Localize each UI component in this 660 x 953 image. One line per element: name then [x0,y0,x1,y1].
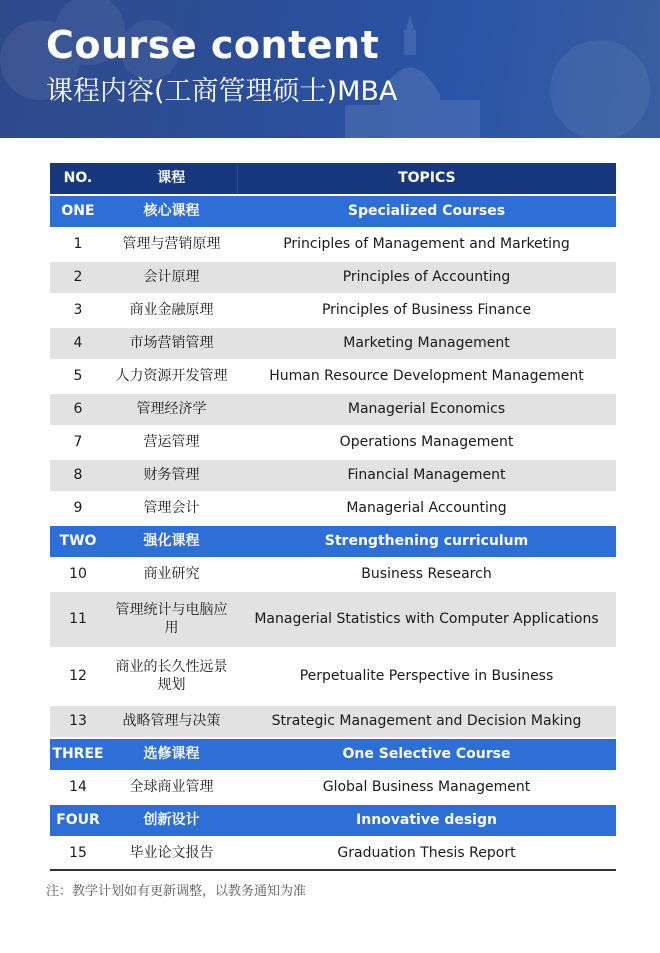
header-no: NO. [50,170,106,188]
table-row [50,592,616,649]
page-subtitle: 课程内容(工商管理硕士)MBA [46,76,398,107]
course-topic-en: Graduation Thesis Report [337,844,516,861]
row-number: 15 [69,844,87,861]
row-number: 9 [73,499,83,516]
row-number: 4 [73,334,83,351]
course-name-cn: 战略管理与决策 [122,712,221,729]
row-number: 5 [73,367,83,384]
course-topic-en: Managerial Economics [347,400,506,417]
course-name-cn: 财务管理 [143,466,200,483]
course-topic-en: Principles of Business Finance [321,301,532,318]
course-topic-en: Managerial Statistics with Computer Applications [254,610,599,627]
course-name-cn: 管理统计与电脑应用 [115,602,228,636]
course-name-cn: 商业金融原理 [129,301,214,318]
row-number: 3 [73,301,83,318]
table-row [50,427,616,460]
course-topic-en: One Selective Course [342,745,511,762]
course-topic-en: Principles of Management and Marketing [283,235,570,252]
row-number: 12 [69,667,87,684]
course-name-cn: 人力资源开发管理 [115,367,228,384]
table-row [50,493,616,526]
section-row [50,739,616,772]
course-name-cn: 市场营销管理 [129,334,214,351]
section-row [50,805,616,838]
table-row [50,295,616,328]
table-row [50,772,616,805]
row-number: 7 [73,433,83,450]
course-topic-en: Principles of Accounting [342,268,511,285]
course-name-cn: 管理会计 [143,499,200,516]
row-number: 2 [73,268,83,285]
course-topic-en: Financial Management [347,466,506,483]
table-row [50,262,616,295]
course-name-cn: 营运管理 [143,433,200,450]
row-number: 13 [69,712,87,729]
footnote: 注：教学计划如有更新调整，以教务通知为准 [46,884,307,899]
row-number: ONE [61,202,95,219]
course-topic-en: Innovative design [356,811,497,828]
course-name-cn: 核心课程 [143,202,200,219]
section-row [50,196,616,229]
table-row [50,394,616,427]
table-row [50,460,616,493]
course-name-cn: 商业的长久性远景规划 [115,659,228,693]
course-name-cn: 管理与营销原理 [122,235,221,252]
header-topics: TOPICS [237,163,616,194]
course-topic-en: Managerial Accounting [346,499,507,516]
row-number: TWO [59,532,97,549]
table-row [50,361,616,394]
course-name-cn: 强化课程 [143,532,200,549]
course-topic-en: Perpetualite Perspective in Business [299,667,554,684]
course-topic-en: Operations Management [339,433,514,450]
course-topic-en: Human Resource Development Management [269,367,584,384]
header-course-cn: 课程 [106,170,237,188]
course-name-cn: 毕业论文报告 [129,844,214,861]
course-name-cn: 全球商业管理 [129,778,214,795]
table-header-row [50,163,616,196]
table-row [50,838,616,871]
table-row [50,229,616,262]
course-name-cn: 管理经济学 [136,400,207,417]
course-topic-en: Strengthening curriculum [324,532,529,549]
course-topic-en: Strategic Management and Decision Making [271,712,582,729]
course-table [50,163,616,871]
course-topic-en: Specialized Courses [347,202,506,219]
row-number: 1 [73,235,83,252]
table-row [50,706,616,739]
row-number: 14 [69,778,87,795]
table-row [50,559,616,592]
header-banner [0,0,660,138]
course-name-cn: 商业研究 [143,565,200,582]
row-number: 8 [73,466,83,483]
page-title: Course content [46,23,380,67]
table-row [50,328,616,361]
building-silhouette-icon [0,0,660,138]
course-topic-en: Business Research [361,565,492,582]
course-name-cn: 创新设计 [143,811,200,828]
course-name-cn: 会计原理 [143,268,200,285]
row-number: 11 [69,610,87,627]
row-number: THREE [52,745,104,762]
course-topic-en: Global Business Management [322,778,531,795]
section-row [50,526,616,559]
table-row [50,649,616,706]
course-topic-en: Marketing Management [343,334,510,351]
row-number: 6 [73,400,83,417]
row-number: 10 [69,565,87,582]
course-name-cn: 选修课程 [143,745,200,762]
row-number: FOUR [56,811,100,828]
